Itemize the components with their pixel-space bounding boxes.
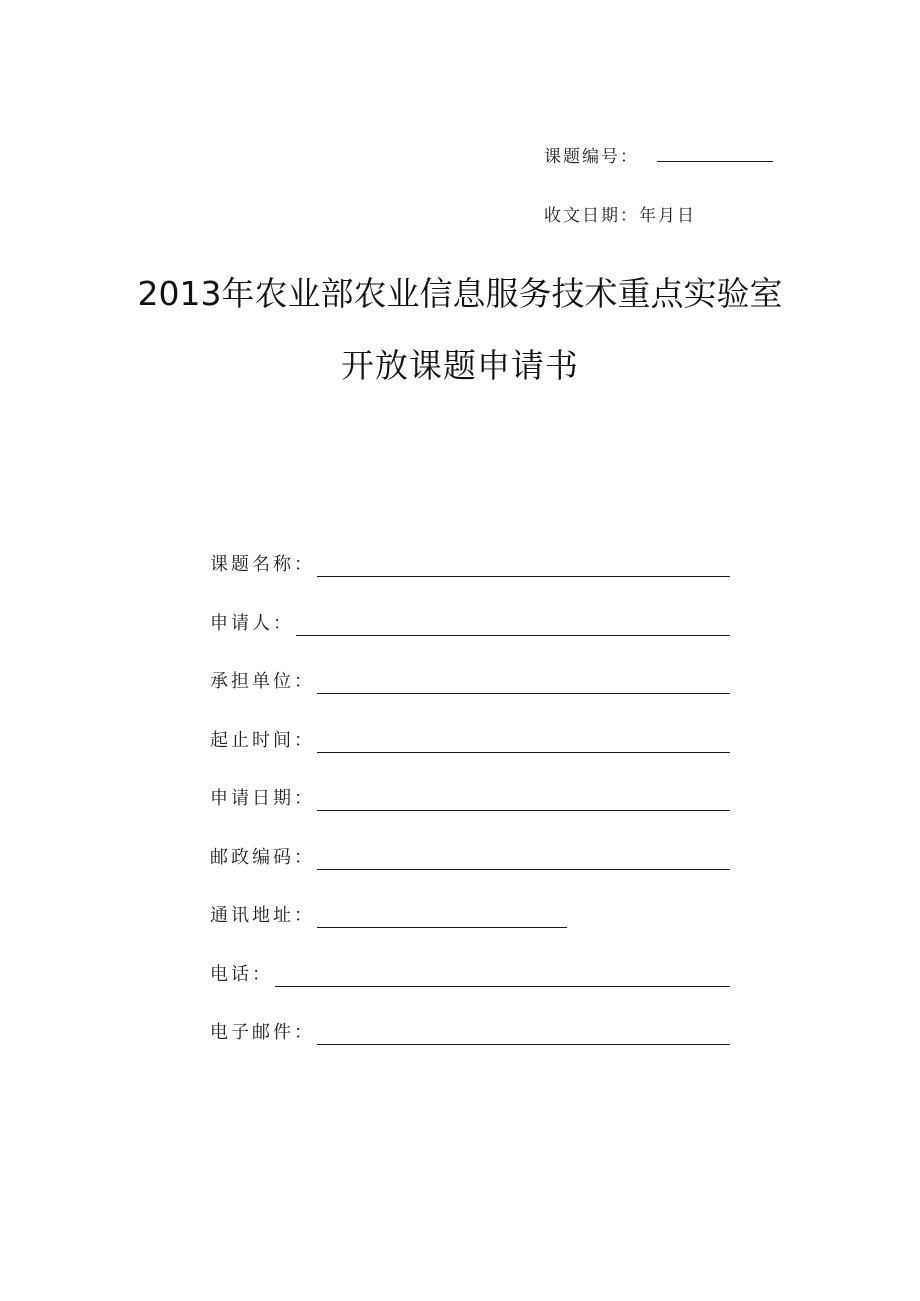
project-name-blank[interactable] [317, 552, 730, 577]
field-address [210, 903, 730, 962]
address-blank[interactable] [317, 903, 567, 928]
field-label: 承担单位： [210, 671, 315, 692]
email-blank[interactable] [317, 1020, 730, 1045]
field-label: 课题名称： [210, 554, 315, 575]
application-form-fields [210, 552, 730, 1079]
phone-blank[interactable] [275, 962, 730, 987]
field-label: 申请人： [210, 612, 294, 634]
field-period [210, 728, 730, 787]
project-number [544, 142, 773, 167]
received-date [544, 201, 696, 226]
field-project-name [210, 552, 730, 611]
applicant-blank[interactable] [296, 611, 730, 636]
project-number-blank[interactable] [657, 145, 773, 162]
application-date-blank[interactable] [317, 786, 730, 811]
field-label: 通讯地址： [210, 905, 315, 926]
field-label: 起止时间： [210, 729, 315, 751]
period-blank[interactable] [317, 728, 730, 753]
field-email [210, 1020, 730, 1079]
field-phone [210, 962, 730, 1021]
field-applicant [210, 611, 730, 670]
document-title-line2: 开放课题申请书 [341, 346, 579, 385]
postal-code-blank[interactable] [317, 845, 730, 870]
received-date-label: 收文日期：年月日 [544, 206, 696, 226]
field-postal-code [210, 845, 730, 904]
field-label: 申请日期： [210, 788, 315, 809]
field-label: 电子邮件： [210, 1022, 315, 1043]
institution-blank[interactable] [317, 669, 730, 694]
field-label: 电话： [210, 963, 273, 985]
document-title-line1: 2013年农业部农业信息服务技术重点实验室 [137, 274, 783, 313]
field-institution [210, 669, 730, 728]
project-number-label: 课题编号： [544, 147, 639, 167]
field-label: 邮政编码： [210, 846, 315, 868]
field-application-date [210, 786, 730, 845]
